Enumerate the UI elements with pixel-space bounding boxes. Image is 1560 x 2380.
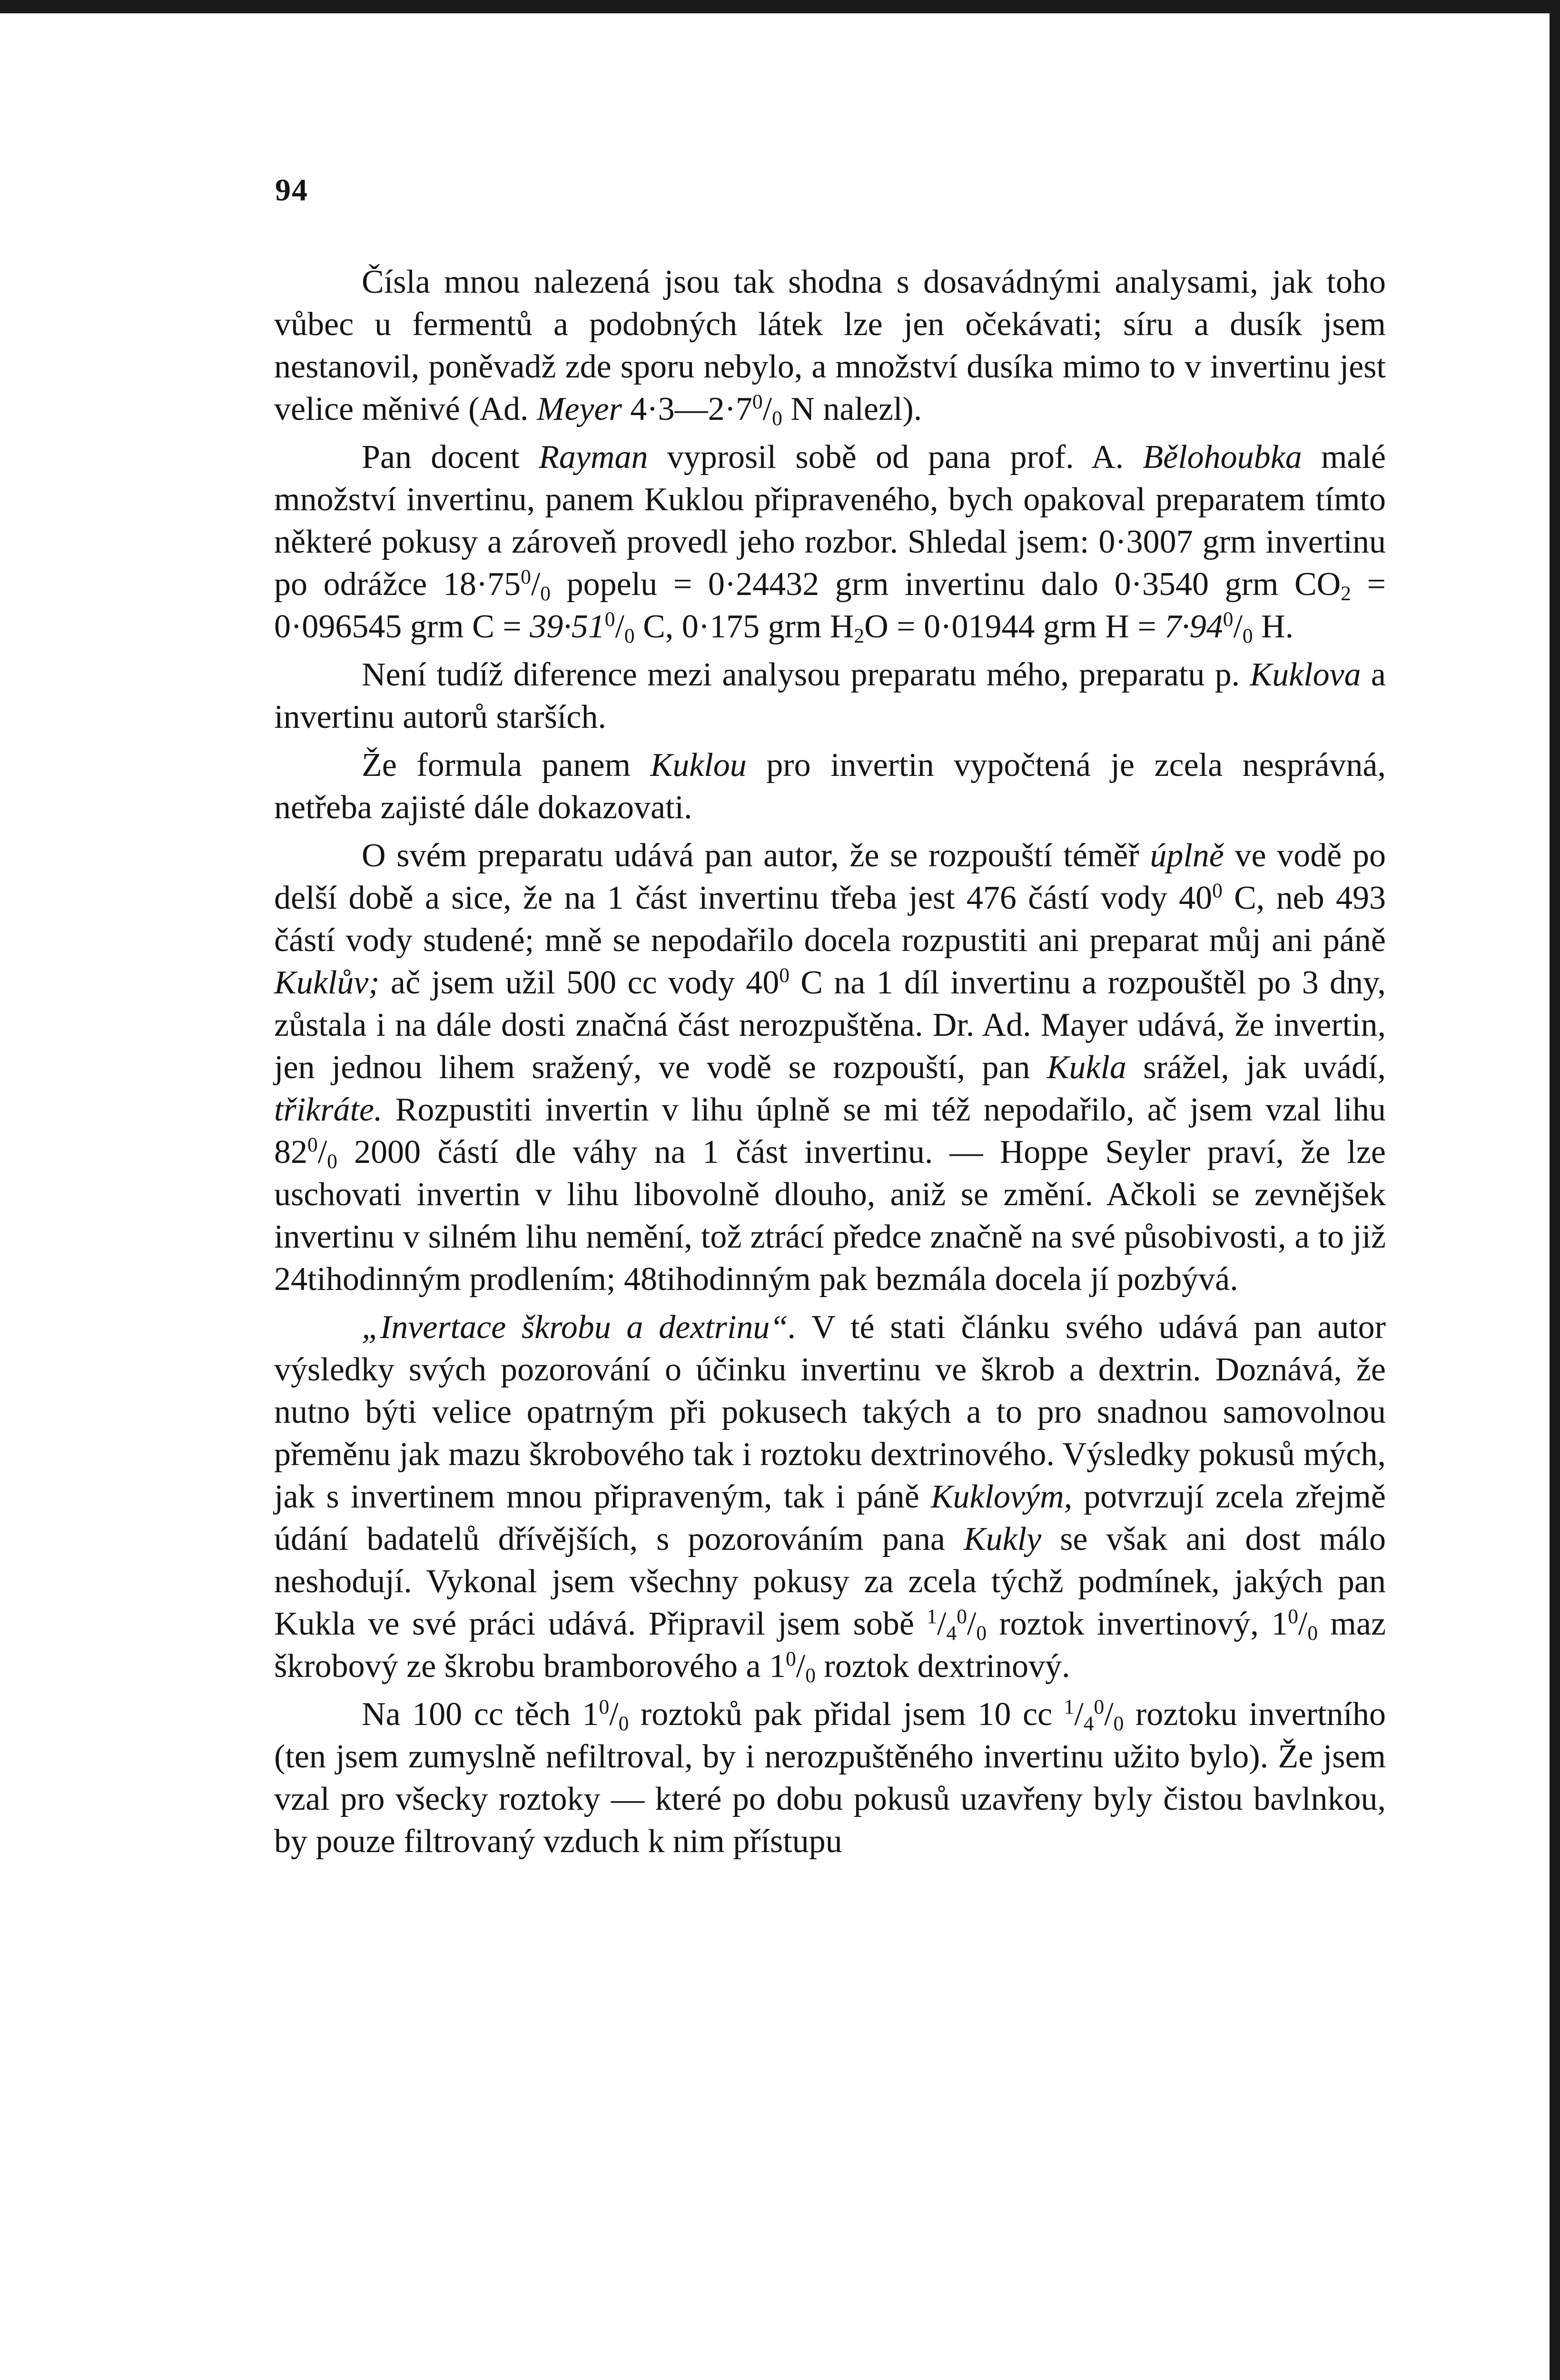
text-run: / bbox=[937, 1606, 947, 1642]
text-sub: 0 bbox=[540, 582, 551, 605]
text-sub: 0 bbox=[1307, 1621, 1318, 1645]
text-run: / bbox=[531, 566, 541, 603]
text-run: O svém preparatu udává pan autor, že se rozpouští téměř bbox=[362, 837, 1150, 874]
text-run: pro invertin vypočtená je zcela nesprávná, netřeba zajisté dále dokazovati. bbox=[274, 747, 1386, 826]
text-italic: Kuklův; bbox=[274, 964, 380, 1001]
text-sub: 2 bbox=[1341, 582, 1351, 605]
text-sup: 0 bbox=[599, 1696, 610, 1719]
text-sup: 0 bbox=[1212, 879, 1223, 902]
scan-border-right bbox=[1550, 0, 1560, 2380]
text-italic: Kuklovým, bbox=[930, 1478, 1073, 1515]
text-sup: 0 bbox=[957, 1605, 967, 1628]
paragraph bbox=[274, 834, 1386, 1300]
text-sub: 0 bbox=[805, 1664, 816, 1687]
paragraph bbox=[274, 436, 1386, 648]
scan-border-top bbox=[0, 0, 1560, 13]
text-italic: Kuklova bbox=[1250, 656, 1361, 693]
text-run: C na 1 díl invertinu a rozpouštěl po 3 dny, zůstala i na dále dosti značná část nerozpuštěna. Dr. Ad. Mayer udává, že invertin, jen jednou lihem sražený, ve vodě se rozpouští, pan bbox=[274, 964, 1386, 1086]
text-run: Pan docent bbox=[362, 439, 539, 476]
text-run: H. bbox=[1253, 608, 1294, 645]
text-sup: 0 bbox=[752, 390, 763, 414]
text-run: / bbox=[967, 1606, 977, 1642]
text-run: / bbox=[1233, 608, 1243, 645]
text-run: / bbox=[609, 1696, 619, 1733]
text-run: Čísla mnou nalezená jsou tak shodna s dosavádnými analysami, jak toho vůbec u fermentů a podobných látek lze jen očekávati; síru a dusík jsem nestanovil, poněvadž zde sporu nebylo, a množství dusíka mimo to v invertinu jest velice měnivé (Ad. bbox=[274, 264, 1386, 427]
text-run: roztok invertinový, 1 bbox=[987, 1606, 1288, 1642]
text-run: ve vodě po delší době a sice, že na 1 část invertinu třeba jest 476 částí vody 40 bbox=[274, 837, 1386, 916]
text-italic: Kukla bbox=[1047, 1049, 1126, 1086]
paragraph bbox=[274, 744, 1386, 829]
text-sup: 0 bbox=[779, 964, 790, 987]
text-sup: 0 bbox=[604, 608, 615, 631]
page-number: 94 bbox=[275, 173, 308, 208]
text-sup: 0 bbox=[307, 1133, 318, 1157]
text-run: Že formula panem bbox=[362, 747, 651, 783]
text-sub: 2 bbox=[854, 624, 865, 647]
text-run: C, 0·175 grm H bbox=[634, 608, 854, 645]
text-run: se však ani dost málo neshodují. Vykonal jsem všechny pokusy za zcela týchž podmínek, jakých pan Kukla ve své práci udává. Připravil jsem sobě bbox=[274, 1521, 1386, 1642]
text-italic: Kukly bbox=[963, 1521, 1042, 1557]
text-run: malé množství invertinu, panem Kuklou připraveného, bych opakoval preparatem tímto některé pokusy a zároveň provedl jeho rozbor. Shledal jsem: 0·3007 grm invertinu po odrážce 18·75 bbox=[274, 439, 1386, 603]
text-run: roztoku invertního (ten jsem zumyslně nefiltroval, by i nerozpuštěného invertinu užito bylo). Že jsem vzal pro všecky roztoky — které po dobu pokusů uzavřeny byly čistou bavlnkou, by pouze filtrovaný vzduch k nim přístupu bbox=[274, 1696, 1386, 1860]
text-run: / bbox=[762, 391, 772, 427]
text-run: N nalezl). bbox=[782, 391, 922, 427]
text-sub: 4 bbox=[1083, 1712, 1094, 1735]
text-run: V té stati článku svého udává pan autor výsledky svých pozorování o účinku invertinu ve škrob a dextrin. Doznává, že nutno býti velice opatrným při pokusech takých a to pro snadnou samovolnou přeměnu jak mazu škrobového tak i roztoku dextrinového. Výsledky pokusů mých, jak s invertinem mnou připraveným, tak i páně bbox=[274, 1309, 1386, 1515]
text-sup: 0 bbox=[786, 1647, 796, 1671]
text-sub: 0 bbox=[1113, 1712, 1124, 1735]
text-run: / bbox=[796, 1648, 806, 1685]
text-italic: 39·51 bbox=[530, 608, 605, 645]
text-run: a invertinu autorů starších. bbox=[274, 656, 1386, 735]
text-run: / bbox=[1104, 1696, 1114, 1733]
text-sup: 0 bbox=[1094, 1696, 1105, 1719]
text-sup: 0 bbox=[521, 565, 531, 589]
text-run: ač jsem užil 500 cc vody 40 bbox=[379, 964, 780, 1001]
text-run: 4·3—2·7 bbox=[622, 391, 752, 427]
text-run: srážel, jak uvádí, bbox=[1126, 1049, 1386, 1086]
text-run: O = 0·01944 grm H = bbox=[864, 608, 1165, 645]
text-sub: 0 bbox=[624, 624, 635, 647]
text-run: maz škrobový ze škrobu bramborového a 1 bbox=[274, 1606, 1386, 1685]
text-run: vyprosil sobě od pana prof. A. bbox=[648, 439, 1143, 476]
paragraph bbox=[274, 654, 1386, 738]
text-run: / bbox=[1298, 1606, 1308, 1642]
text-run: roztok dextrinový. bbox=[815, 1648, 1070, 1685]
text-sub: 0 bbox=[327, 1150, 337, 1173]
paragraph bbox=[274, 1306, 1386, 1687]
text-italic: Meyer bbox=[537, 391, 622, 427]
text-italic: úplně bbox=[1150, 837, 1224, 874]
body-text bbox=[274, 261, 1386, 1868]
text-sup: 0 bbox=[1288, 1605, 1298, 1628]
text-sub: 0 bbox=[618, 1712, 629, 1735]
paragraph bbox=[274, 1693, 1386, 1863]
text-sub: 0 bbox=[772, 407, 782, 430]
text-italic: „Invertace škrobu a dextrinu“. bbox=[362, 1309, 797, 1346]
text-run: Není tudíž diference mezi analysou preparatu mého, preparatu p. bbox=[362, 656, 1250, 693]
text-run: / bbox=[317, 1134, 327, 1170]
text-italic: 7·94 bbox=[1165, 608, 1223, 645]
text-run: = 0·096545 grm C = bbox=[274, 566, 1386, 645]
text-sub: 0 bbox=[976, 1621, 987, 1645]
text-run: popelu = 0·24432 grm invertinu dalo 0·3540 grm CO bbox=[551, 566, 1341, 603]
text-sup: 0 bbox=[1223, 608, 1234, 631]
text-italic: Rayman bbox=[539, 439, 648, 476]
text-run: roztoků pak přidal jsem 10 cc bbox=[629, 1696, 1064, 1733]
text-italic: Bělohoubka bbox=[1143, 439, 1302, 476]
text-run: / bbox=[1074, 1696, 1084, 1733]
text-run: potvrzují zcela zřejmě údání badatelů dřívějších, s pozorováním pana bbox=[274, 1478, 1386, 1557]
text-run: C, neb 493 částí vody studené; mně se nepodařilo docela rozpustiti ani preparat můj ani páně bbox=[274, 880, 1386, 959]
text-sup: 1 bbox=[1064, 1696, 1075, 1719]
text-run: Rozpustiti invertin v lihu úplně se mi též nepodařilo, ač jsem vzal lihu 82 bbox=[274, 1091, 1386, 1170]
paragraph bbox=[274, 261, 1386, 430]
text-italic: Kuklou bbox=[650, 747, 747, 783]
text-sub: 4 bbox=[946, 1621, 957, 1645]
text-italic: třikráte. bbox=[274, 1091, 383, 1128]
text-sup: 1 bbox=[927, 1605, 938, 1628]
text-sub: 0 bbox=[1242, 624, 1253, 647]
text-run: Na 100 cc těch 1 bbox=[362, 1696, 599, 1733]
text-run: 2000 částí dle váhy na 1 část invertinu. — Hoppe Seyler praví, že lze uschovati invertin v lihu libovolně dlouho, aniž se změní. Ačkoli se zevnějšek invertinu v silném lihu nemění, tož ztrácí předce značně na své působivosti, a to již 24tihodinným prodlením; 48tihodinným pak bezmála docela jí pozbývá. bbox=[274, 1134, 1386, 1298]
text-run: / bbox=[615, 608, 624, 645]
